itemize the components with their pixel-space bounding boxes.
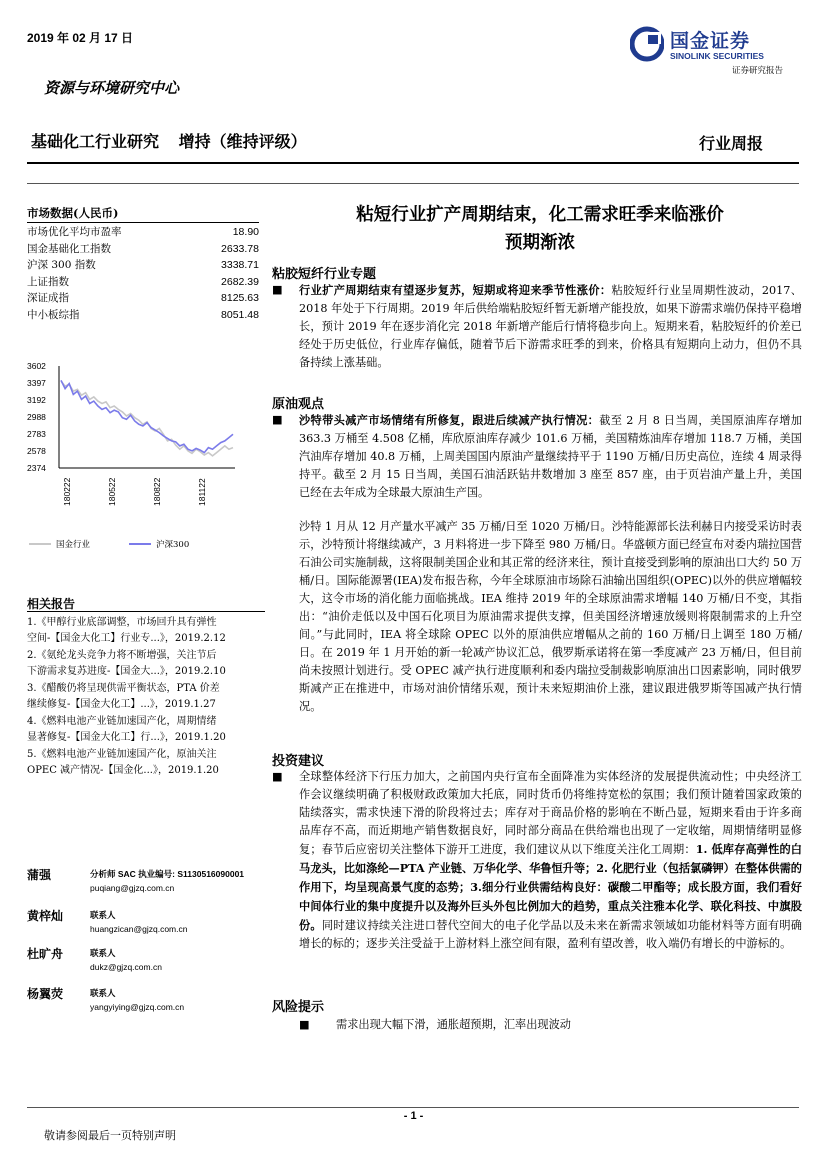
section-risk-title: 风险提示 bbox=[272, 1000, 325, 1015]
market-label: 深证成指 bbox=[27, 292, 69, 304]
market-label: 市场优化平均市盈率 bbox=[27, 226, 122, 238]
rating: 增持（维持评级） bbox=[178, 132, 307, 151]
index-chart-svg bbox=[27, 358, 267, 563]
market-label: 上证指数 bbox=[27, 275, 69, 288]
section-invest-body bbox=[272, 768, 802, 953]
index-chart bbox=[27, 358, 267, 563]
analyst-email[interactable]: puqiang@gjzq.com.cn bbox=[90, 883, 175, 893]
related-report-item[interactable] bbox=[27, 648, 267, 680]
report-type: 行业周报 bbox=[699, 134, 764, 153]
analyst-email[interactable]: dukz@gjzq.com.cn bbox=[90, 962, 162, 972]
related-report-line2: OPEC 减产情况-【国金化...》，2019.1.20 bbox=[27, 765, 219, 776]
market-value: 2633.78 bbox=[221, 242, 259, 255]
related-report-line1: 3.《醋酸仍将呈现供需平衡状态，PTA 价差 bbox=[27, 683, 220, 694]
disclaimer: 敬请参阅最后一页特别声明 bbox=[44, 1129, 176, 1142]
oil-headline: 沙特带头减产市场情绪有所修复，跟进后续减产执行情况： bbox=[299, 413, 600, 427]
analyst-name: 蒲强 bbox=[27, 868, 52, 882]
main-title bbox=[270, 201, 810, 257]
market-label: 中小板综指 bbox=[27, 308, 80, 321]
sinolink-logo-icon bbox=[630, 26, 664, 62]
page-number: - 1 - bbox=[403, 1110, 424, 1122]
related-report-line1: 5.《燃料电池产业链加速国产化，原油关注 bbox=[27, 749, 217, 760]
section-oil-title: 原油观点 bbox=[272, 397, 325, 412]
main-title-line1: 粘短行业扩产周期结束，化工需求旺季来临涨价 bbox=[356, 205, 724, 225]
market-value: 8125.63 bbox=[221, 292, 259, 304]
related-report-line1: 4.《燃料电池产业链加速国产化，周期情绪 bbox=[27, 716, 217, 727]
section-oil-body-2 bbox=[272, 518, 802, 716]
analyst-name: 杨翼荧 bbox=[27, 987, 64, 1001]
main-title-line2: 预期渐浓 bbox=[505, 233, 575, 253]
series-line-1 bbox=[61, 380, 233, 452]
related-report-item[interactable] bbox=[27, 714, 267, 746]
related-report-line2: 继续修复-【国金大化工】...》，2019.1.27 bbox=[27, 699, 216, 710]
header-divider-2 bbox=[27, 183, 799, 184]
related-report-item[interactable] bbox=[27, 681, 267, 713]
analyst-email[interactable]: yangyiying@gjzq.com.cn bbox=[90, 1002, 185, 1012]
industry-name: 基础化工行业研究 bbox=[31, 132, 160, 151]
related-report-item[interactable] bbox=[27, 747, 267, 779]
analyst-role: 联系人 bbox=[90, 988, 116, 998]
bullet-square-icon: ■ bbox=[272, 413, 283, 426]
section-viscose-title: 粘胶短纤行业专题 bbox=[272, 267, 377, 282]
related-report-line2: 下游需求复苏进度-【国金大...》，2019.2.10 bbox=[27, 666, 226, 677]
y-tick-label: 2374 bbox=[27, 463, 46, 473]
market-value: 8051.48 bbox=[221, 308, 259, 321]
related-report-line1: 2.《氨纶龙头竞争力将不断增强，关注节后 bbox=[27, 650, 217, 661]
analyst-name: 黄梓灿 bbox=[27, 909, 64, 923]
oil-text-2: 沙特 1 月从 12 月产量水平减产 35 万桶/日至 1020 万桶/日。沙特能源部长法利赫日内接受采访时表示，沙特预计将继续减产，3 月料将进一步下降至 980 万桶/日。华盛顿方面已经宣布对委内瑞拉国营石油公司实施制裁，这将限制美国企业和其正常的经济来往，预计直接受到影响的原油出口大约 50 万桶/日。国际能源署(IEA)发布报告称，今年全球原油市场除石油输出国组织(OPEC)以外的供应增幅较大，这令市场的消化能力面临挑战。IEA 维持 2019 年的全球原油需求增幅 140 万桶/日不变，其指出：“油价走低以及中国石化项目为原油需求提供支撑，但美国经济增速放缓则将限制需求的上升空间。”与此同时，IEA 将全球除 OPEC 以外的原油供应增幅从之前的 160 万桶/日上调至 180 万桶/日。在 2019 年 1 月开始的新一轮减产协议汇总，俄罗斯承诺将在第一季度减产 23 万桶/日，但目前尚未按照计划进行。受 OPEC 减产执行进度顺利和委内瑞拉受制裁影响原油出口因素影响，同时俄罗斯减产正在推进中，市场对油价情绪乐观，预计未来短期油价上涨，建议跟进俄罗斯等国减产执行情况。 bbox=[299, 520, 802, 713]
bullet-square-icon: ■ bbox=[272, 283, 283, 296]
section-risk-body bbox=[272, 1016, 802, 1034]
market-row bbox=[27, 225, 259, 240]
related-reports-title: 相关报告 bbox=[27, 597, 76, 611]
market-row bbox=[27, 291, 259, 306]
invest-text: 全球整体经济下行压力加大，之前国内央行宣布全面降准为实体经济的发展提供流动性；中央经济工作会议继续明确了积极财政政策加大托底，同时货币仍将维持宽松的氛围；我们预计随着国家政策的陆续落实，需求快速下滑的阶段将过去；库存对于商品价格的影响在不断凸显，短期来看由于许多商品库存不高，而近期地产销售数据良好，同时部分商品在供给端也出现了一定收缩，周期情绪明显修复；春节后应密切关注整体下游开工进度，我们建议从以下维度关注化工周期： bbox=[299, 770, 802, 856]
x-tick-label: 181122 bbox=[197, 478, 207, 506]
y-tick-label: 3397 bbox=[27, 378, 46, 389]
x-tick-label: 180822 bbox=[152, 477, 162, 506]
oil-text: 截至 2 月 8 日当周，美国原油库存增加 363.3 万桶至 4.508 亿桶，库欣原油库存减少 101.6 万桶，美国精炼油库存增加 118.7 万桶，美国汽油库存增加 40.8 万桶，上周美国国内原油产量继续持平于 1190 万桶/日历史高位，连续 4 周录得持平。截至 2 月 15 日当周，美国石油活跃钻井数增加 3 座至 857 座，由于页岩油产量上升，美国已经在去年成为全球最大原油生产国。 bbox=[299, 414, 802, 499]
bullet-square-icon: ■ bbox=[272, 770, 283, 783]
x-tick-label: 180522 bbox=[107, 477, 117, 506]
related-report-item[interactable] bbox=[27, 615, 267, 647]
legend-label: 国金行业 bbox=[56, 540, 91, 550]
market-data-title: 市场数据(人民币) bbox=[27, 206, 119, 220]
x-tick-label: 180222 bbox=[62, 477, 72, 506]
industry-title bbox=[31, 129, 307, 152]
legend-label: 沪深300 bbox=[156, 540, 190, 550]
y-tick-label: 2783 bbox=[27, 429, 46, 440]
logo-subtitle: 证券研究报告 bbox=[732, 66, 784, 76]
market-value: 3338.71 bbox=[221, 259, 259, 271]
market-row bbox=[27, 308, 259, 323]
analyst-role: 联系人 bbox=[90, 948, 116, 958]
viscose-headline: 行业扩产周期结束有望逐步复苏，短期或将迎来季节性涨价： bbox=[299, 283, 612, 297]
header-divider bbox=[27, 162, 799, 164]
market-value: 2682.39 bbox=[221, 275, 259, 288]
market-value: 18.90 bbox=[232, 226, 259, 238]
analyst-name: 杜旷舟 bbox=[27, 947, 64, 961]
series-line-0 bbox=[61, 381, 233, 456]
y-tick-label: 2988 bbox=[27, 412, 46, 422]
invest-highlight: 1. 低库存高弹性的白马龙头，比如涤纶—PTA 产业链、万华化学、华鲁恒升等；2. 化肥行业（包括氯磷钾）在整体供需的作用下，均呈现高景气度的态势；3.细分行业供需结构良好：碳酸二甲酯等；成长股方面，我们看好中间体行业的集中度提升以及海外巨头外包比例加大的趋势，重点关注雅本化学、联化科技、中旗股份。 bbox=[299, 842, 802, 932]
market-row bbox=[27, 242, 259, 257]
analyst-role: 联系人 bbox=[90, 910, 116, 920]
market-label: 国金基础化工指数 bbox=[27, 242, 111, 255]
viscose-text: 粘胶短纤行业呈周期性波动，2017、2018 年处于下行周期。2019 年后供给端粘胶短纤暂无新增产能投放，如果下游需求端仍保持平稳增长，预计 2019 年在逐步消化完 2018 年新增产能后行情将稳步向上。短期来看，粘胶短纤的价差已经处于历史低位，行业库存偏低，随着节后下游需求旺季的到来，价格具有短期向上动力，但仍不具备持续上涨基础。 bbox=[299, 284, 802, 369]
section-oil-body bbox=[272, 411, 802, 502]
section-invest-title: 投资建议 bbox=[272, 754, 325, 769]
bullet-square-icon: ■ bbox=[299, 1018, 310, 1031]
market-row bbox=[27, 275, 259, 290]
market-divider bbox=[27, 222, 259, 223]
y-tick-label: 2578 bbox=[27, 446, 46, 457]
market-label: 沪深 300 指数 bbox=[27, 259, 96, 271]
analyst-email[interactable]: huangzican@gjzq.com.cn bbox=[90, 924, 188, 934]
invest-tail: 同时建议持续关注进口替代空间大的电子化学品以及未来在新需求领域如功能材料等方面有明确增长的标的；逐步关注受益于上游材料上涨空间有限，盈利有望改善，收入端仍有增长的中游标的。 bbox=[299, 919, 802, 950]
related-report-line1: 1.《甲醇行业底部调整，市场回升具有弹性 bbox=[27, 617, 217, 628]
logo-en: SINOLINK SECURITIES bbox=[670, 51, 764, 61]
analyst-info bbox=[90, 986, 184, 1014]
related-report-line2: 显著修复-【国金大化工】行...》，2019.1.20 bbox=[27, 732, 226, 743]
analyst-info bbox=[90, 908, 187, 936]
analyst-info bbox=[90, 946, 162, 974]
footer-divider bbox=[27, 1107, 799, 1108]
y-tick-label: 3192 bbox=[27, 395, 46, 406]
research-center: 资源与环境研究中心 bbox=[44, 79, 180, 97]
analyst-info bbox=[90, 867, 244, 895]
related-divider bbox=[27, 611, 265, 612]
risk-text: 需求出现大幅下滑，通胀超预期，汇率出现波动 bbox=[336, 1018, 571, 1031]
market-row bbox=[27, 258, 259, 273]
analyst-role: 分析师 SAC 执业编号: S1130516090001 bbox=[90, 869, 245, 879]
y-tick-label: 3602 bbox=[27, 361, 46, 371]
logo-cn: 国金证券 bbox=[670, 31, 751, 52]
related-report-line2: 空间-【国金大化工】行业专...》，2019.2.12 bbox=[27, 633, 226, 644]
section-viscose-body bbox=[272, 281, 802, 372]
report-date: 2019 年 02 月 17 日 bbox=[27, 31, 134, 45]
